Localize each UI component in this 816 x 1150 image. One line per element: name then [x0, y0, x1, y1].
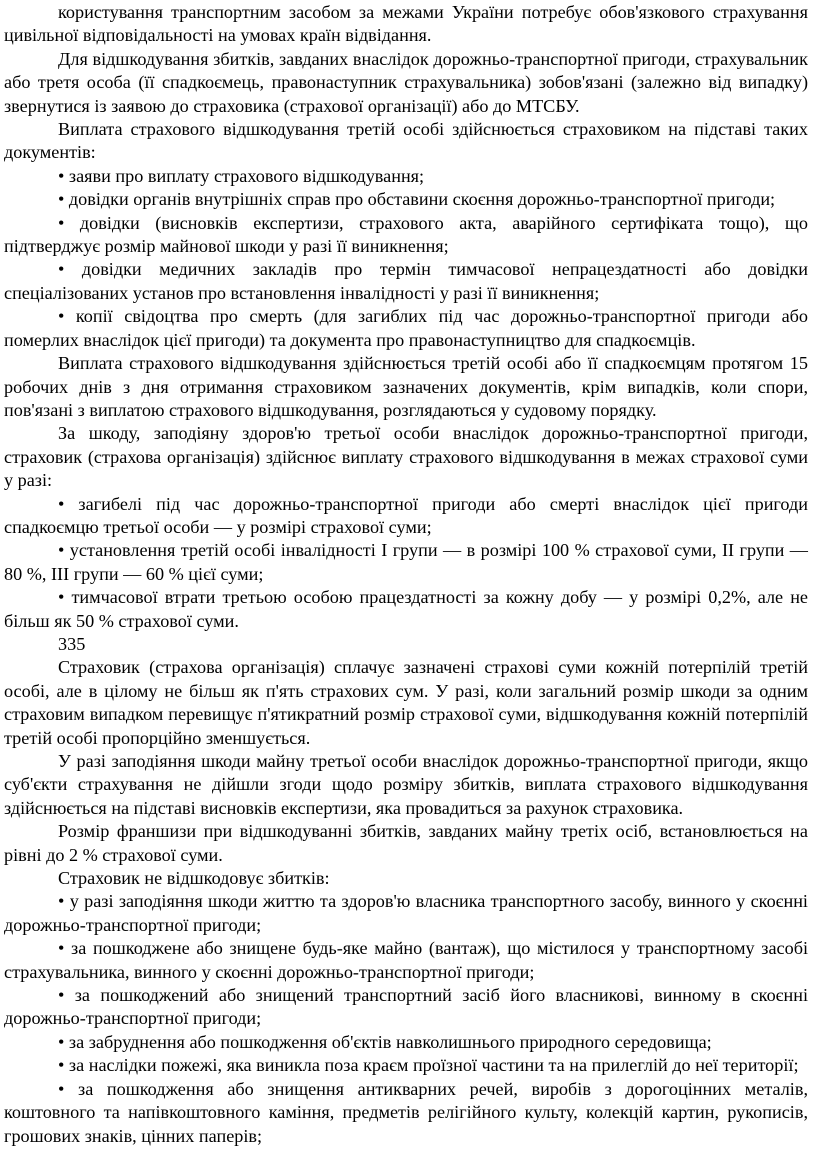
paragraph-sum-limits: Страховик (страхова організація) сплачує зазначені страхові суми кожній потерпілій третій особі, але в цілому не більш як п'ять страхових сум. У разі, коли загальний розмір шкоди за одним страховим випадком перевищує п'ятикратний розмір страхової суми, відшкодування кожній потерпілій третій особі пропорційно зменшується. — [4, 657, 808, 748]
paragraph-intro-continuation: користування транспортним засобом за межами України потребує обов'язкового страхування цивільної відповідальності на умовах країн відвідання. — [4, 2, 808, 46]
list-item-fire: • за наслідки пожежі, яка виникла поза краєм проїзної частини та на прилеглій до неї території; — [58, 1055, 799, 1076]
paragraph-claim-filing: Для відшкодування збитків, завданих внаслідок дорожньо-транспортної пригоди, страхувальник або третя особа (її спадкоємець, правонаступник страхувальника) зобов'язані (залежно від випадку) звернутися із заявою до страховика (страхової організації) або до МТСБУ. — [4, 48, 808, 116]
list-item-valuables: • за пошкодження або знищення антикварних речей, виробів з дорогоцінних металів, коштовного та напівкоштовного каміння, предметів релігійного культу, колекцій картин, рукописів, грошових знаків, цінних паперів; — [4, 1078, 808, 1146]
list-item-cargo-damage: • за пошкоджене або знищене будь-яке майно (вантаж), що містилося у транспортному засобі страхувальника, винного у скоєнні дорожньо-транспортної пригоди; — [4, 938, 808, 982]
paragraph-exclusions-heading: Страховик не відшкодовує збитків: — [58, 868, 330, 889]
list-item-death-certificate: • копії свідоцтва про смерть (для загиблих під час дорожньо-транспортної пригоди або померлих внаслідок цієї пригоди) та документа про правонаступництво для спадкоємців. — [4, 306, 808, 350]
list-item-police-certificate: • довідки органів внутрішніх справ про обставини скоєння дорожньо-транспортної пригоди; — [58, 189, 776, 210]
list-item-death: • загибелі під час дорожньо-транспортної пригоди або смерті внаслідок цієї пригоди спадкоємцю третьої особи — у розмірі страхової суми; — [4, 493, 808, 537]
paragraph-payment-term: Виплата страхового відшкодування здійснюється третій особі або її спадкоємцям протягом 15 робочих днів з дня отримання страховиком зазначених документів, крім випадків, коли спори, пов'язані з виплатою страхового відшкодування, розглядаються у судовому порядку. — [4, 353, 808, 420]
paragraph-documents-required: Виплата страхового відшкодування третій особі здійснюється страховиком на підставі таких документів: — [4, 119, 808, 163]
list-item-environment: • за забруднення або пошкодження об'єктів навколишнього природного середовища; — [58, 1031, 712, 1052]
list-item-application: • заяви про виплату страхового відшкодування; — [58, 165, 425, 186]
paragraph-health-damage: За шкоду, заподіяну здоров'ю третьої особи внаслідок дорожньо-транспортної пригоди, страховик (страхова організація) здійснює виплату страхового відшкодування в межах страхової суми у разі: — [4, 423, 808, 491]
list-item-vehicle-damage: • за пошкоджений або знищений транспортний засіб його власникові, винному в скоєнні дорожньо-транспортної пригоди; — [4, 985, 808, 1029]
paragraph-deductible: Розмір франшизи при відшкодуванні збитків, завданих майну третіх осіб, встановлюється на рівні до 2 % страхової суми. — [4, 821, 808, 865]
paragraph-property-damage: У разі заподіяння шкоди майну третьої особи внаслідок дорожньо-транспортної пригоди, якщо суб'єкти страхування не дійшли згоди щодо розміру збитків, виплата страхового відшкодування здійснюється на підставі висновків експертизи, яка провадиться за рахунок страховика. — [4, 751, 808, 818]
list-item-temporary-incapacity: • тимчасової втрати третьою особою працездатності за кожну добу — у розмірі 0,2%, але не більш як 50 % страхової суми. — [4, 587, 808, 631]
page-number: 335 — [58, 633, 86, 654]
list-item-owner-injury: • у разі заподіяння шкоди життю та здоров'ю власника транспортного засобу, винного у скоєнні дорожньо-транспортної пригоди; — [4, 891, 808, 935]
list-item-medical-certificate: • довідки медичних закладів про термін тимчасової непрацездатності або довідки спеціалізованих установ про встановлення інвалідності у разі її виникнення; — [4, 259, 808, 303]
list-item-disability: • установлення третій особі інвалідності І групи — в розмірі 100 % страхової суми, II групи — 80 %, III групи — 60 % цієї суми; — [4, 540, 808, 584]
list-item-damage-certificate: • довідки (висновків експертизи, страхового акта, аварійного сертифіката тощо), що підтверджує розмір майнової шкоди у разі її виникнення; — [4, 212, 808, 257]
